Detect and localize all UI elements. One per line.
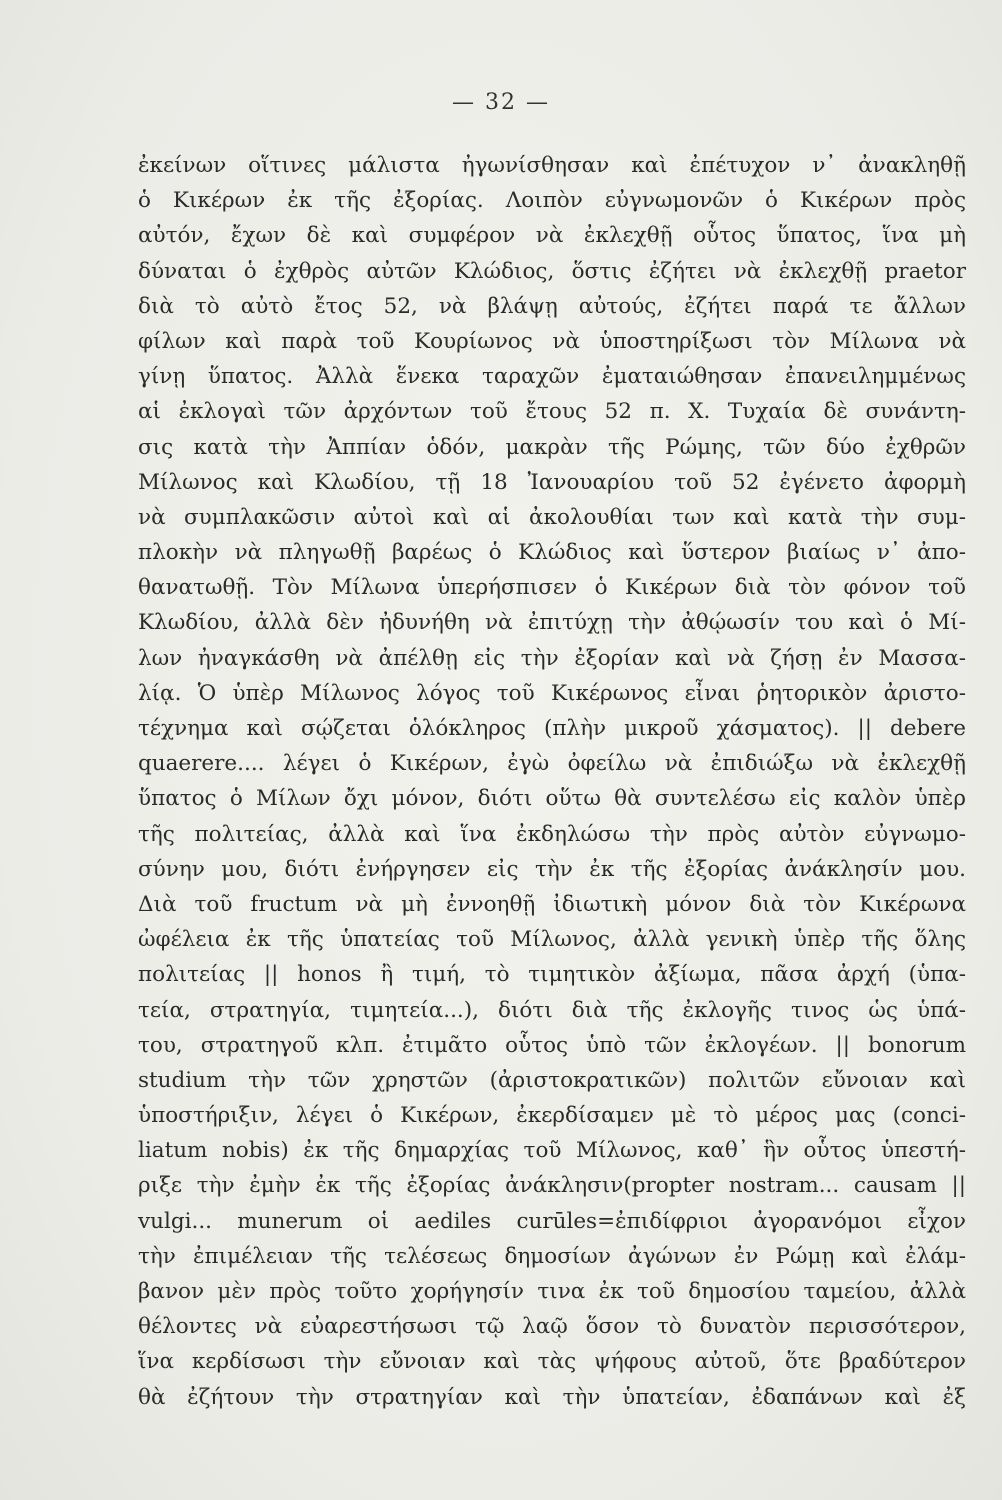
text-line: λων ἠναγκάσθη νὰ ἀπέλθῃ εἰς τὴν ἐξορίαν καὶ νὰ ζήσῃ ἐν Μασσα- [138, 645, 966, 671]
text-line: studium τὴν τῶν χρηστῶν (ἀριστοκρατικῶν) πολιτῶν εὔνοιαν καὶ [138, 1067, 966, 1093]
text-line: τῆς πολιτείας, ἀλλὰ καὶ ἵνα ἐκδηλώσω τὴν πρὸς αὐτὸν εὐγνωμο- [138, 821, 966, 847]
text-line: θέλοντες νὰ εὐαρεστήσωσι τῷ λαῷ ὅσον τὸ δυνατὸν περισσότερον, [138, 1314, 966, 1340]
text-line: τὴν ἐπιμέλειαν τῆς τελέσεως δημοσίων ἀγώνων ἐν Ρώμῃ καὶ ἐλάμ- [138, 1243, 966, 1269]
text-line: σύνην μου, διότι ἐνήργησεν εἰς τὴν ἐκ τῆς ἐξορίας ἀνάκλησίν μου. [138, 856, 966, 882]
page-number: — 32 — [452, 90, 550, 115]
text-line: αὐτόν, ἔχων δὲ καὶ συμφέρον νὰ ἐκλεχθῇ οὗτος ὕπατος, ἵνα μὴ [138, 223, 966, 249]
text-line: αἱ ἐκλογαὶ τῶν ἀρχόντων τοῦ ἔτους 52 π. Χ. Τυχαία δὲ συνάντη- [138, 399, 966, 425]
text-line: Διὰ τοῦ fructum νὰ μὴ ἐννοηθῇ ἰδιωτικὴ μόνον διὰ τὸν Κικέρωνα [138, 891, 966, 917]
text-line: ὁ Κικέρων ἐκ τῆς ἐξορίας. Λοιπὸν εὐγνωμονῶν ὁ Κικέρων πρὸς [138, 188, 966, 214]
text-line: γίνῃ ὕπατος. Ἀλλὰ ἕνεκα ταραχῶν ἐματαιώθησαν ἐπανειλημμένως [138, 364, 966, 390]
text-line: σις κατὰ τὴν Ἀππίαν ὁδόν, μακρὰν τῆς Ρώμης, τῶν δύο ἐχθρῶν [138, 434, 966, 460]
text-line: quaerere.... λέγει ὁ Κικέρων, ἐγὼ ὀφείλω νὰ ἐπιδιώξω νὰ ἐκλεχθῇ [138, 751, 966, 777]
text-line: τέχνημα καὶ σῴζεται ὁλόκληρος (πλὴν μικροῦ χάσματος). || debere [138, 716, 966, 741]
text-line: liatum nobis) ἐκ τῆς δημαρχίας τοῦ Μίλωνος, καθ᾽ ἣν οὗτος ὑπεστή- [138, 1138, 966, 1164]
text-line: πολιτείας || honos ἢ τιμή, τὸ τιμητικὸν ἀξίωμα, πᾶσα ἀρχή (ὑπα- [138, 962, 966, 988]
text-line: λίᾳ. Ὁ ὑπὲρ Μίλωνος λόγος τοῦ Κικέρωνος εἶναι ῥητορικὸν ἀριστο- [138, 680, 966, 706]
text-line: Κλωδίου, ἀλλὰ δὲν ἠδυνήθη νὰ ἐπιτύχῃ τὴν ἀθῴωσίν του καὶ ὁ Μί- [138, 610, 966, 636]
text-line: ἐκείνων οἵτινες μάλιστα ἠγωνίσθησαν καὶ ἐπέτυχον ν᾽ ἀνακληθῇ [138, 153, 966, 178]
text-line: vulgi... munerum οἱ aediles curūles=ἐπιδίφριοι ἀγορανόμοι εἶχον [138, 1208, 966, 1234]
text-line: βανον μὲν πρὸς τοῦτο χορήγησίν τινα ἐκ τοῦ δημοσίου ταμείου, ἀλλὰ [138, 1279, 966, 1304]
text-line: ὕπατος ὁ Μίλων ὄχι μόνον, διότι οὕτω θὰ συντελέσω εἰς καλὸν ὑπὲρ [138, 786, 966, 812]
text-line: δύναται ὁ ἐχθρὸς αὐτῶν Κλώδιος, ὅστις ἐζήτει νὰ ἐκλεχθῇ praetor [138, 258, 966, 284]
body-text [138, 148, 966, 1415]
text-line: θὰ ἐζήτουν τὴν στρατηγίαν καὶ τὴν ὑπατείαν, ἐδαπάνων καὶ ἐξ [138, 1384, 966, 1410]
text-line: ριξε τὴν ἐμὴν ἐκ τῆς ἐξορίας ἀνάκλησιν(propter nostram... causam || [138, 1173, 966, 1199]
text-line: Μίλωνος καὶ Κλωδίου, τῇ 18 Ἰανουαρίου τοῦ 52 ἐγένετο ἀφορμὴ [138, 469, 966, 495]
text-line: πλοκὴν νὰ πληγωθῇ βαρέως ὁ Κλώδιος καὶ ὕστερον βιαίως ν᾽ ἀπο- [138, 540, 966, 566]
text-line: θανατωθῇ. Τὸν Μίλωνα ὑπερήσπισεν ὁ Κικέρων διὰ τὸν φόνον τοῦ [138, 575, 966, 601]
text-line: νὰ συμπλακῶσιν αὐτοὶ καὶ αἱ ἀκολουθίαι των καὶ κατὰ τὴν συμ- [138, 504, 966, 530]
text-line: διὰ τὸ αὐτὸ ἔτος 52, νὰ βλάψῃ αὐτούς, ἐζήτει παρά τε ἄλλων [138, 293, 966, 319]
text-line: τεία, στρατηγία, τιμητεία...), διότι διὰ τῆς ἐκλογῆς τινος ὡς ὑπά- [138, 997, 966, 1023]
text-line: ὠφέλεια ἐκ τῆς ὑπατείας τοῦ Μίλωνος, ἀλλὰ γενικὴ ὑπὲρ τῆς ὅλης [138, 927, 966, 953]
text-line: του, στρατηγοῦ κλπ. ἐτιμᾶτο οὗτος ὑπὸ τῶν ἐκλογέων. || bonorum [138, 1032, 966, 1058]
text-line: ὑποστήριξιν, λέγει ὁ Κικέρων, ἐκερδίσαμεν μὲ τὸ μέρος μας (conci- [138, 1103, 966, 1129]
text-line: φίλων καὶ παρὰ τοῦ Κουρίωνος νὰ ὑποστηρίξωσι τὸν Μίλωνα νὰ [138, 328, 966, 354]
text-line: ἵνα κερδίσωσι τὴν εὔνοιαν καὶ τὰς ψήφους αὐτοῦ, ὅτε βραδύτερον [138, 1349, 966, 1375]
